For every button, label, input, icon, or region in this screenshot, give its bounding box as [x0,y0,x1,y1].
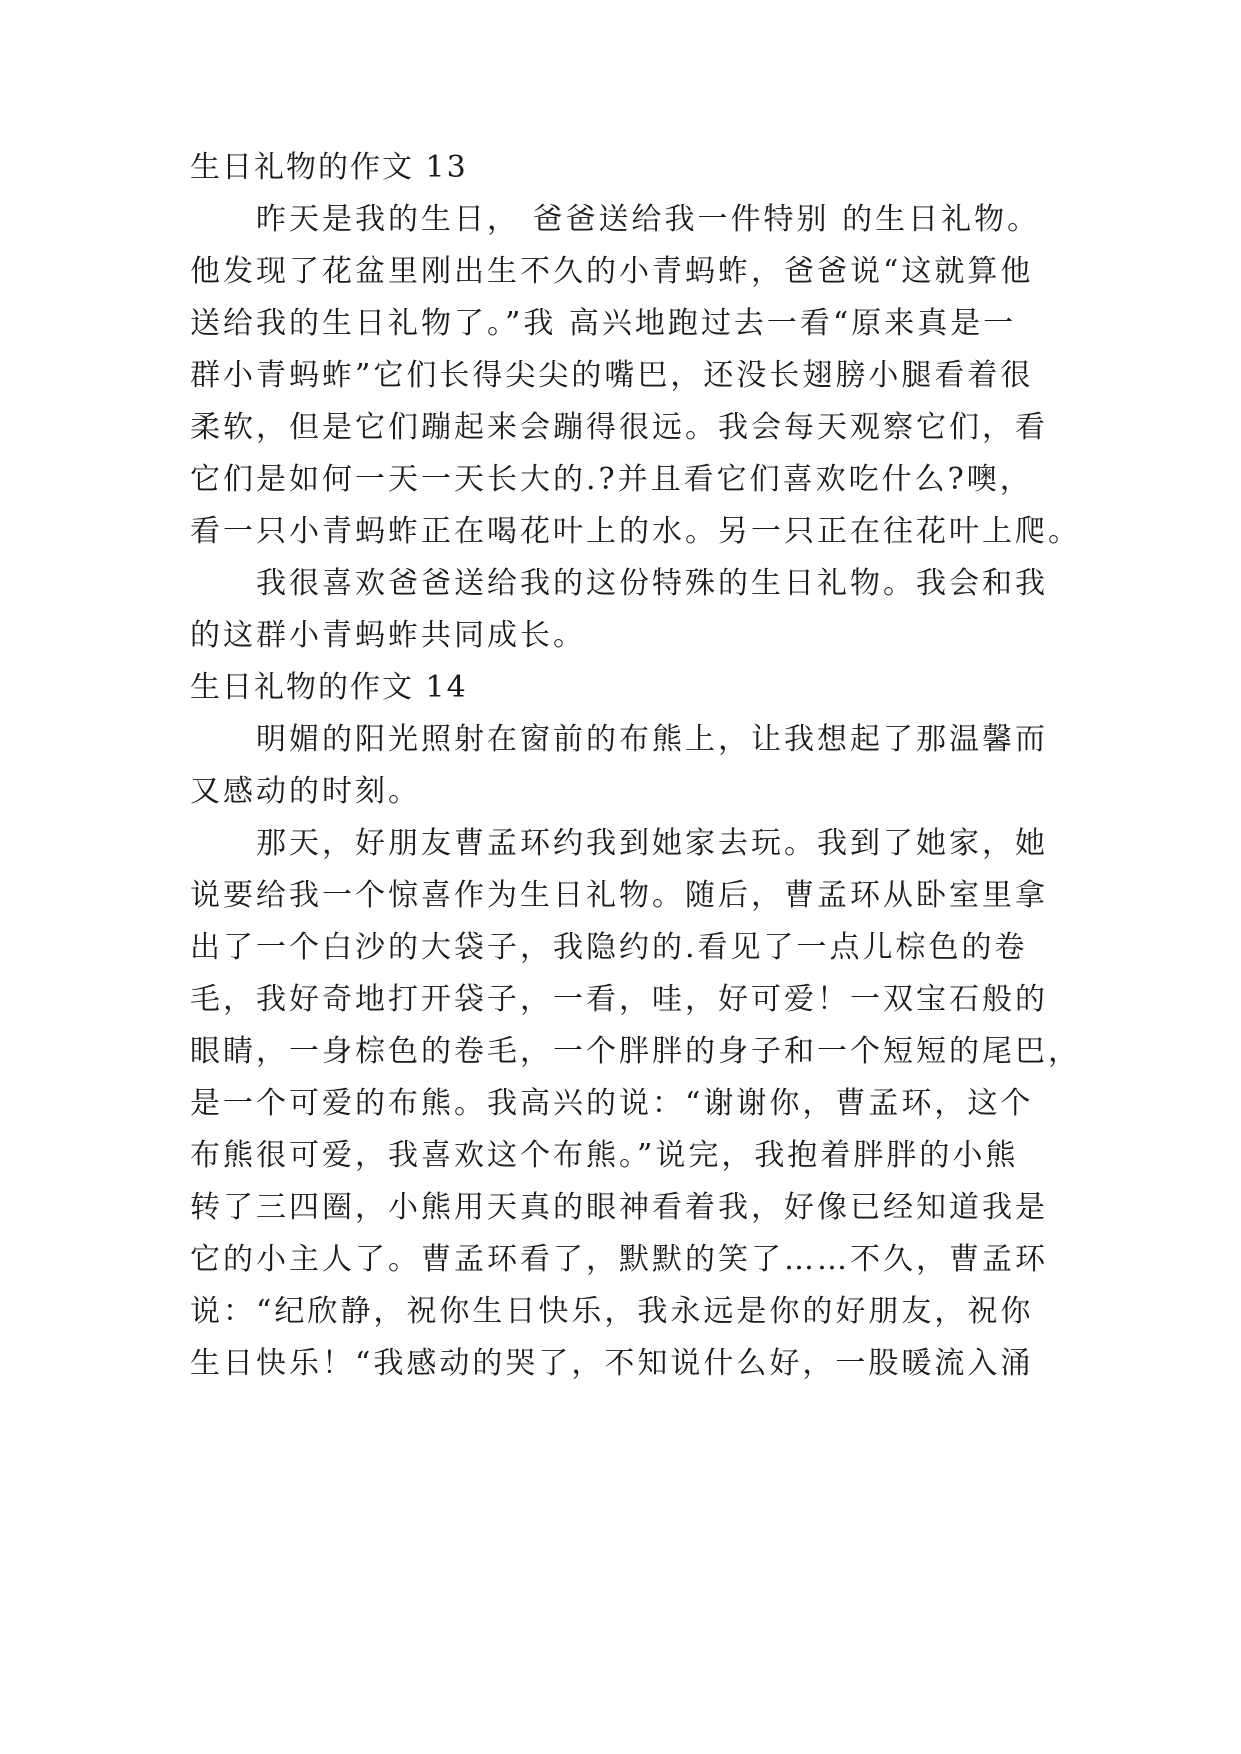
paragraph-line: 布熊很可爱，我喜欢这个布熊。”说完，我抱着胖胖的小熊 [190,1138,1019,1173]
paragraph-line: 群小青蚂蚱”它们长得尖尖的嘴巴，还没长翅膀小腿看着很 [190,358,1034,393]
paragraph-line: 送给我的生日礼物了。”我 高兴地跑过去一看“原来真是一 [190,306,1017,341]
paragraph-line: 柔软，但是它们蹦起来会蹦得很远。我会每天观察它们，看 [190,410,1048,445]
paragraph-line: 眼睛，一身棕色的卷毛，一个胖胖的身子和一个短短的尾巴， [190,1034,1081,1069]
paragraph-line: 转了三四圈，小熊用天真的眼神看着我，好像已经知道我是 [190,1190,1048,1225]
paragraph-line: 昨天是我的生日， 爸爸送给我一件特别 的生日礼物。 [256,202,1041,237]
paragraph-line: 说要给我一个惊喜作为生日礼物。随后，曹孟环从卧室里拿 [190,878,1048,913]
paragraph-line: 说：“纪欣静，祝你生日快乐，我永远是你的好朋友，祝你 [190,1294,1034,1329]
paragraph-line: 那天，好朋友曹孟环约我到她家去玩。我到了她家，她 [256,826,1048,861]
section-title: 生日礼物的作文 14 [190,670,468,705]
paragraph-line: 我很喜欢爸爸送给我的这份特殊的生日礼物。我会和我 [256,566,1048,601]
paragraph-line: 的这群小青蚂蚱共同成长。 [190,618,586,653]
paragraph-line: 出了一个白沙的大袋子，我隐约的.看见了一点儿棕色的卷 [190,930,1028,965]
paragraph-line: 毛，我好奇地打开袋子，一看，哇，好可爱！一双宝石般的 [190,982,1048,1017]
paragraph-line: 他发现了花盆里刚出生不久的小青蚂蚱，爸爸说“这就算他 [190,254,1034,289]
paragraph-line: 明媚的阳光照射在窗前的布熊上，让我想起了那温馨而 [256,722,1048,757]
paragraph-line: 是一个可爱的布熊。我高兴的说：“谢谢你，曹孟环，这个 [190,1086,1034,1121]
paragraph-line: 看一只小青蚂蚱正在喝花叶上的水。另一只正在往花叶上爬。 [190,514,1081,549]
paragraph-line: 它的小主人了。曹孟环看了，默默的笑了……不久，曹孟环 [190,1242,1048,1277]
paragraph-line: 生日快乐！“我感动的哭了，不知说什么好，一股暖流入涌 [190,1346,1034,1381]
paragraph-line: 又感动的时刻。 [190,774,421,809]
paragraph-line: 它们是如何一天一天长大的.?并且看它们喜欢吃什么?噢， [190,462,1033,497]
section-title: 生日礼物的作文 13 [190,150,468,185]
